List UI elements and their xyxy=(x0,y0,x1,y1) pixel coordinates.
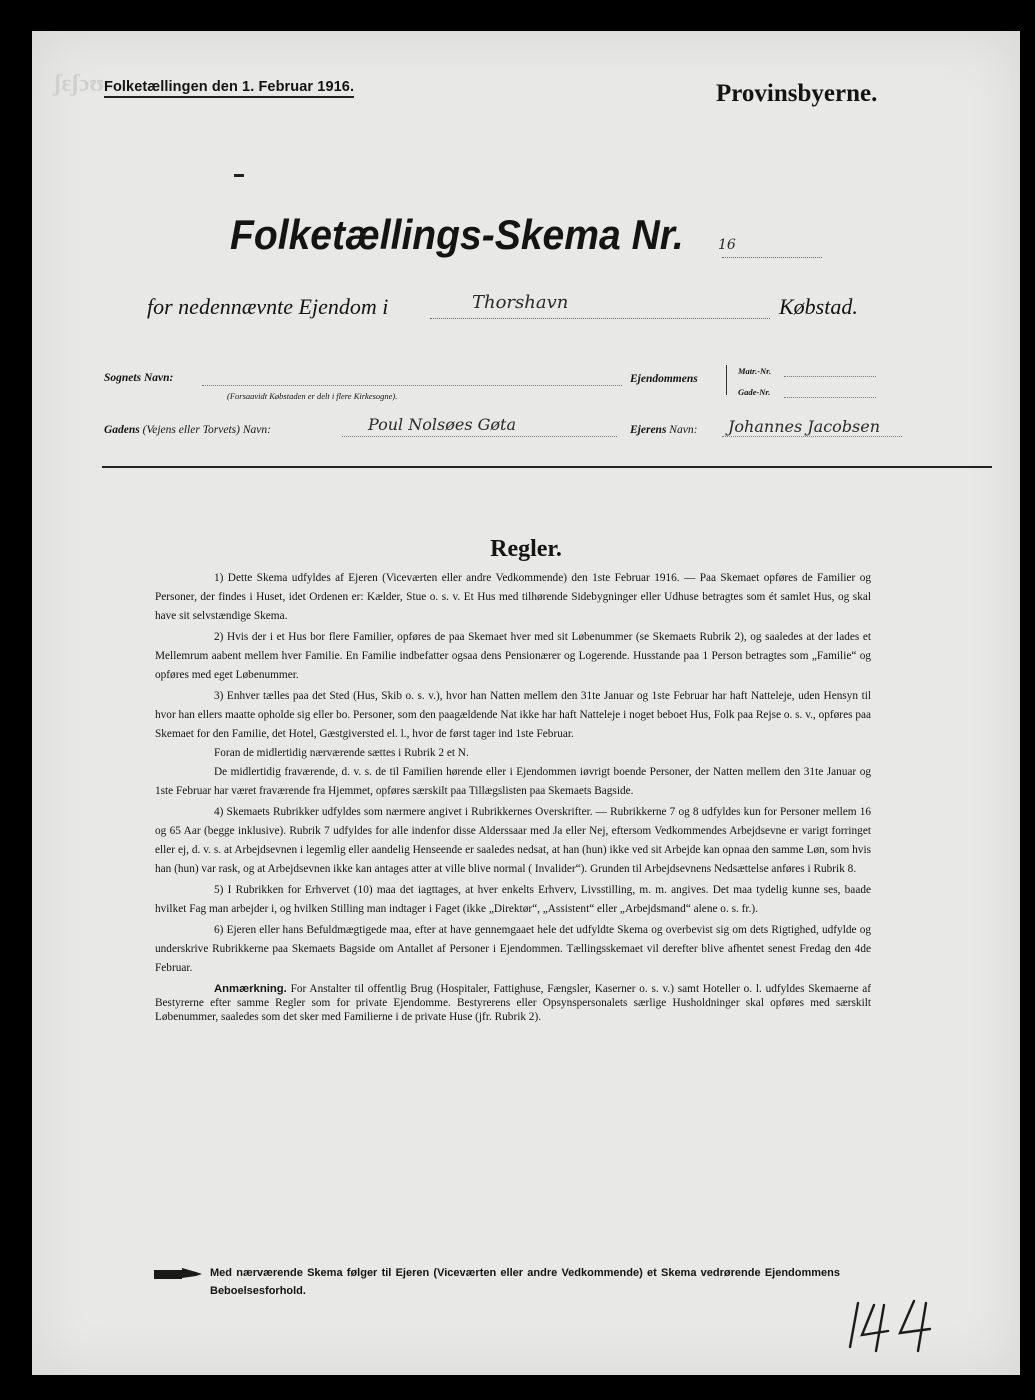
census-form-sheet xyxy=(32,31,1020,1375)
gade-nr-line xyxy=(784,397,876,398)
city-handwritten: Thorshavn xyxy=(472,292,569,313)
section-rule xyxy=(102,466,992,468)
gade-line xyxy=(342,436,617,437)
gade-nr-label: Gade-Nr. xyxy=(738,387,771,397)
sogn-label: Sognets Navn: xyxy=(104,372,174,384)
census-date-header: Folketællingen den 1. Februar 1916. xyxy=(104,79,354,98)
pointing-hand-icon xyxy=(152,1267,204,1281)
page-number-text: 144 xyxy=(844,1295,846,1296)
bleed-through-mark: ʃɛʃɔʊ xyxy=(54,71,105,97)
rule-paragraph: 4) Skemaets Rubrikker udfyldes som nærmere angivet i Rubrikkernes Overskrifter. — Rubrikkerne 7 og 8 udfyldes kun for Personer mellem 16 og 65 Aar (begge inklusive). Rubrik 7 udfyldes for alle indenfor disse Alderssaar med Ja eller Nej, eftersom Vedkommendes Arbejdsevne er varigt forringet eller ej, d. v. s. at Arbejdsevnen i legemlig eller aandelig Henseende er saaledes nedsat, at han (hun) ikke ved sit Arbejde kan opnaa den samme Løn, som hvis han (hun) var rask, og at Arbejdsevnen ikke kan antages atter at ville blive normal ( Invalider“). Grunden til Arbejdsevnens Nedsættelse anføres i Rubrik 8. xyxy=(155,806,871,875)
note-label: Anmærkning. xyxy=(214,983,287,995)
rules-heading: Regler. xyxy=(490,536,562,562)
bottom-note: Med nærværende Skema følger til Ejeren (Viceværten eller andre Vedkommende) et Skema vedrørende Ejendommens Beboelsesforhold. xyxy=(210,1267,840,1297)
matr-label: Matr.-Nr. xyxy=(738,366,772,376)
ejer-label-bold: Ejerens xyxy=(630,424,667,436)
ejer-label-rest: Navn: xyxy=(669,424,698,436)
rule-paragraph: Foran de midlertidig nærværende sættes i Rubrik 2 et N. xyxy=(214,747,469,759)
region-header: Provinsbyerne. xyxy=(716,80,878,107)
rule-paragraph: De midlertidig fraværende, d. v. s. de til Familien hørende eller i Ejendommen iøvrigt boende Personer, der Natten mellem den 31te Januar og 1ste Februar har været fraværende fra Hjemmet, opføres særskilt paa Tillægslisten paa Skemaets Bagside. xyxy=(155,766,871,797)
gade-value-handwritten: Poul Nolsøes Gøta xyxy=(368,415,516,434)
ejer-line xyxy=(722,436,902,437)
rule-paragraph: 3) Enhver tælles paa det Sted (Hus, Skib o. s. v.), hvor han Natten mellem den 31te Januar og 1ste Februar har haft Natteleje, uden Hensyn til hvor han ellers maatte opholde sig eller bo. Personer, som den paagældende Nat ikke har haft Natteleje i noget beboet Hus, Folk paa Rejse o. s. v., opføres paa Skemaet for den Familie, det Hotel, Gæstgiversted el. l., hvor de først tager ind 1ste Februar. xyxy=(155,690,871,740)
sogn-note: (Forsaavidt Købstaden er delt i flere Kirkesogne). xyxy=(227,391,398,401)
form-number-handwritten: 16 xyxy=(718,237,736,253)
matr-line xyxy=(784,376,876,377)
ejer-label xyxy=(630,424,697,436)
gade-label-rest: (Vejens eller Torvets) Navn: xyxy=(142,424,271,436)
gade-label xyxy=(104,424,271,436)
rule-paragraph: 6) Ejeren eller hans Befuldmægtigede maa, efter at have gennemgaaet hele det udfyldte Skema og overbevist sig om dets Rigtighed, udfylde og underskrive Rubrikkerne paa Skemaets Bagside om Antallet af Personer i Ejendommen. Tællingsskemaet vil derefter blive afhentet senest Fredag den 4de Februar. xyxy=(155,924,871,974)
ejendom-brace xyxy=(726,365,727,395)
form-title: Folketællings-Skema Nr. xyxy=(230,211,684,258)
note-paragraph xyxy=(155,982,871,1024)
subtitle-lead: for nedennævnte Ejendom i xyxy=(147,294,389,319)
gade-label-bold: Gadens xyxy=(104,424,140,436)
rule-paragraph: 1) Dette Skema udfyldes af Ejeren (Viceværten eller andre Vedkommende) den 1ste Februar 1916. — Paa Skemaet opføres de Familier og Personer, der findes i Huset, idet Ordenen er: Kælder, Stue o. s. v. Et Hus med tilhørende Sidebygninger eller Udhuse betragtes som ét samlet Hus, og skal have sit selvstændige Skema. xyxy=(155,572,871,622)
city-line xyxy=(430,318,770,319)
note-text: For Anstalter til offentlig Brug (Hospitaler, Fattighuse, Fængsler, Kaserner o. s. v.) samt Hoteller o. l. udfyldes Skemaerne af Bestyrerne efter samme Regler som for private Ejendomme. Bestyrerens eller Opsynspersonalets særlige Husholdninger skal opføres med særskilt Løbenummer, saaledes som det sker med Familierne i de private Huse (jfr. Rubrik 2). xyxy=(155,983,871,1023)
ejer-value-handwritten: Johannes Jacobsen xyxy=(728,417,881,436)
rule-paragraph: 2) Hvis der i et Hus bor flere Familier, opføres de paa Skemaet hver med sit Løbenummer (se Skemaets Rubrik 2), og saaledes at der lades et Mellemrum aabent mellem hver Familie. En Familie indbefatter ogsaa dens Pensionærer og Logerende. Husstande paa 1 Person betragtes som „Familie“ og opføres med eget Løbenummer. xyxy=(155,631,871,681)
rules-body xyxy=(155,569,871,1024)
form-number-line xyxy=(722,257,822,258)
subtitle-tail: Købstad. xyxy=(779,294,858,319)
sogn-line xyxy=(202,385,622,386)
rule-paragraph: 5) I Rubrikken for Erhvervet (10) maa det iagttages, at hver enkelts Erhverv, Livsstilling, m. m. angives. Det maa tydelig kunne ses, baade hvilket Fag man arbejder i, og hvilken Stilling man indtager i Faget (ikke „Direktør“, „Assistent“ eller „Arbejdsmand“ alene o. s. fr.). xyxy=(155,884,871,915)
ink-dash xyxy=(234,174,244,177)
page-number-handwritten xyxy=(844,1295,954,1355)
ejendom-label: Ejendommens xyxy=(630,373,698,385)
